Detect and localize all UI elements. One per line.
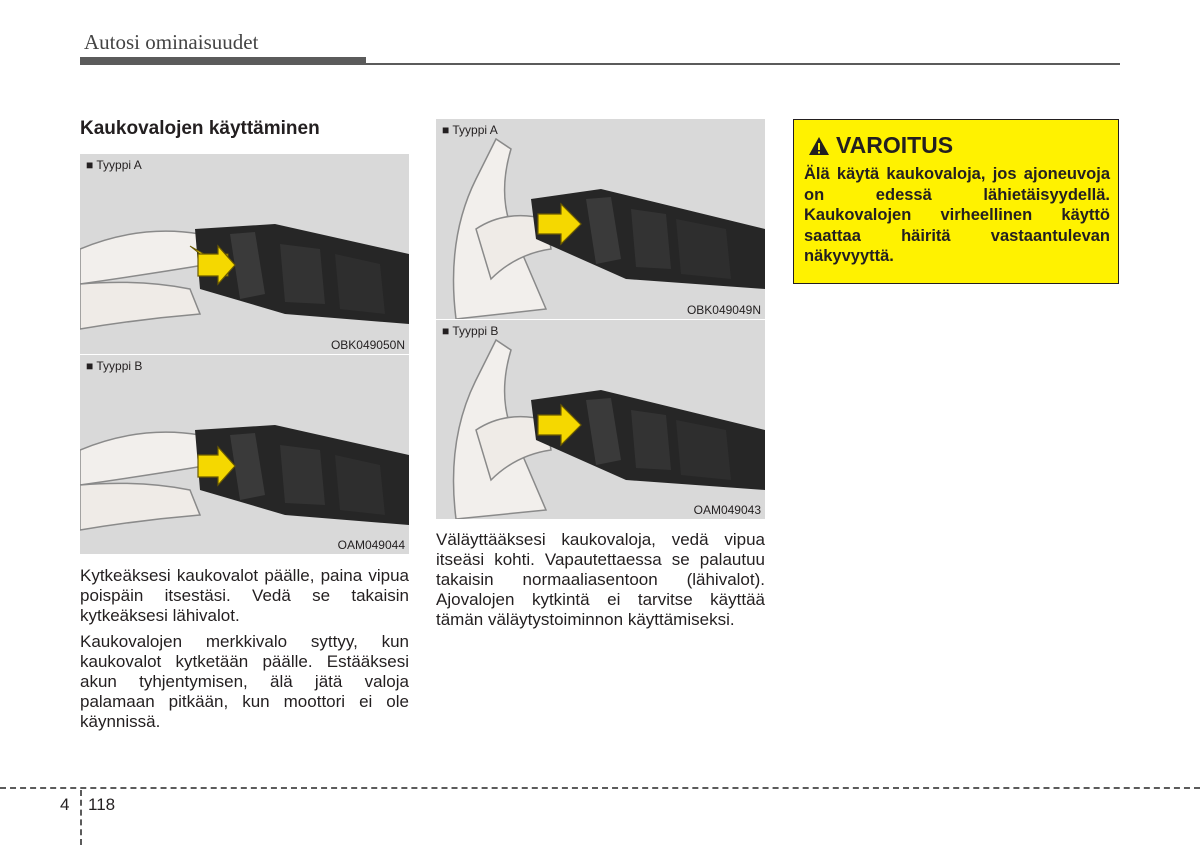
figure-code: OBK049049N: [686, 303, 761, 317]
header-rule: [366, 63, 1120, 65]
footer-rule: [0, 787, 1200, 789]
page-number: 118: [88, 795, 116, 814]
warning-text: Älä käytä kaukovaloja, jos ajoneuvoja on edessä lähietäisyydellä. Kaukovalojen virheellinen käyttö saattaa häiritä vastaantulevan näkyvyyttä.: [804, 165, 1110, 265]
lever-push-illustration: [80, 355, 409, 554]
figure-pull-type-a: [436, 119, 765, 319]
lever-pull-illustration: [436, 119, 765, 319]
lever-pull-illustration: [436, 320, 765, 519]
figure-push-type-a: [80, 154, 409, 354]
figure-label: ■ Tyyppi B: [442, 324, 499, 338]
figure-push-type-b: [80, 355, 409, 554]
paragraph-flash: Väläyttääksesi kaukovaloja, vedä vipua itseäsi kohti. Vapautettaessa se palautuu takaisin normaaliasentoon (lähivalot). Ajovalojen kytkintä ei tarvitse käyttää tämän väläytystoiminnon käyttämiseksi.: [436, 530, 765, 629]
header-title: Autosi ominaisuudet: [84, 30, 259, 54]
warning-title: [808, 132, 953, 159]
warning-triangle-icon: [808, 136, 830, 156]
lever-push-illustration: [80, 154, 409, 354]
section-heading: Kaukovalojen käyttäminen: [80, 118, 320, 139]
warning-box: [793, 119, 1119, 284]
warning-title-text: VAROITUS: [836, 132, 954, 158]
header-bar: [80, 57, 366, 65]
figure-code: OAM049044: [337, 538, 405, 552]
figure-code: OAM049043: [693, 503, 761, 517]
figure-pull-type-b: [436, 320, 765, 519]
chapter-number: 4: [60, 795, 70, 814]
figure-label: ■ Tyyppi A: [86, 158, 142, 172]
paragraph-indicator: Kaukovalojen merkkivalo syttyy, kun kaukovalot kytketään päälle. Estääksesi akun tyhjentymisen, älä jätä valoja palamaan pitkään, kun moottori ei ole käynnissä.: [80, 632, 409, 731]
paragraph-high-beam-on: Kytkeäksesi kaukovalot päälle, paina vipua poispäin itsestäsi. Vedä se takaisin kytkeäksesi lähivalot.: [80, 566, 409, 625]
figure-label: ■ Tyyppi B: [86, 359, 143, 373]
figure-code: OBK049050N: [330, 338, 405, 352]
figure-label: ■ Tyyppi A: [442, 123, 498, 137]
footer-divider: [80, 790, 82, 845]
